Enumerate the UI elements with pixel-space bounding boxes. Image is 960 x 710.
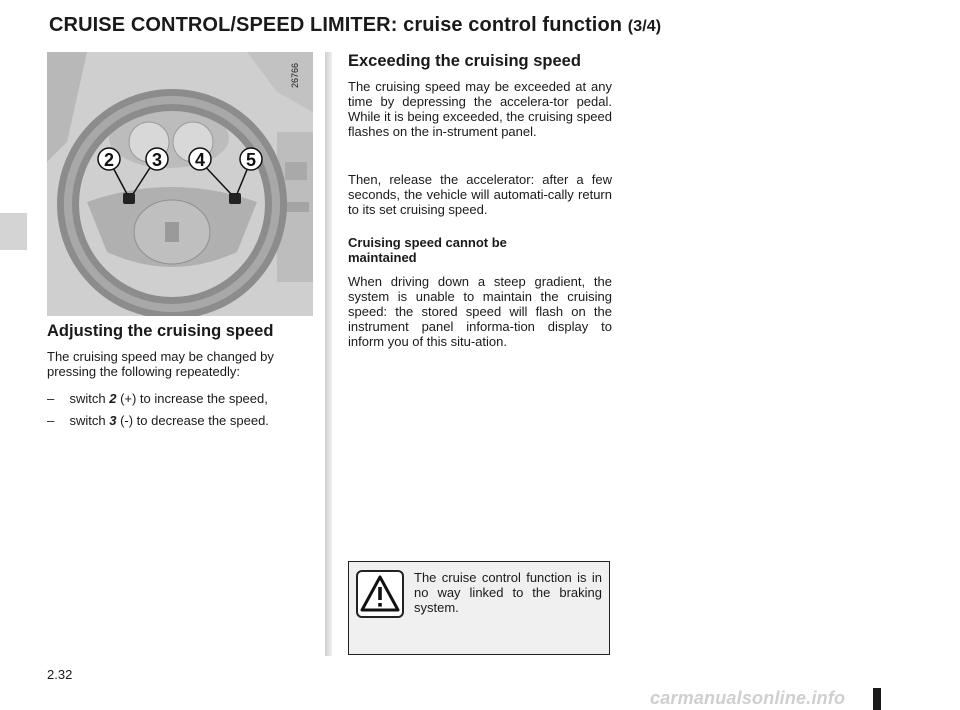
exceeding-paragraph-1: The cruising speed may be exceeded at any time by depressing the accelera-tor pedal. While it is being exceeded, the cruising speed flashes on the in-strument panel. <box>348 79 612 139</box>
callout-5-label: 5 <box>245 150 257 170</box>
list-prefix: switch <box>69 391 110 406</box>
section-tab <box>0 213 27 250</box>
list-dash: – <box>47 413 55 428</box>
warning-triangle-icon <box>356 570 404 618</box>
list-item-decrease <box>47 413 313 428</box>
callout-2-label: 2 <box>103 150 115 170</box>
title-main: CRUISE CONTROL/SPEED LIMITER: cruise control function <box>49 14 623 36</box>
title-suffix: (3/4) <box>627 18 662 35</box>
switch-number: 3 <box>109 413 117 428</box>
column-divider <box>325 52 332 656</box>
list-text: (-) to decrease the speed. <box>116 413 269 428</box>
corner-mark <box>873 688 881 710</box>
callout-3-label: 3 <box>151 150 163 170</box>
adjusting-intro: The cruising speed may be changed by pressing the following repeatedly: <box>47 349 274 379</box>
list-text: (+) to increase the speed, <box>116 391 268 406</box>
exceeding-paragraph-2: Then, release the accelerator: after a few seconds, the vehicle will automati-cally return to its set cruising speed. <box>348 172 612 217</box>
warning-text: The cruise control function is in no way linked to the braking system. <box>414 570 602 615</box>
subheading-cannot-maintain: Cruising speed cannot be maintained <box>348 235 507 265</box>
list-prefix: switch <box>69 413 110 428</box>
page-number: 2.32 <box>47 667 73 682</box>
figure-id: 26766 <box>290 62 300 88</box>
heading-exceeding-speed: Exceeding the cruising speed <box>348 52 581 70</box>
heading-adjusting-speed: Adjusting the cruising speed <box>47 322 274 340</box>
switch-number: 2 <box>109 391 117 406</box>
footer-watermark: carmanualsonline.info <box>650 688 846 708</box>
steering-wheel-drawing <box>47 52 313 316</box>
list-item-increase <box>47 391 313 406</box>
steering-wheel-illustration <box>47 52 313 316</box>
list-dash: – <box>47 391 55 406</box>
callout-4-label: 4 <box>194 150 206 170</box>
cannot-maintain-paragraph: When driving down a steep gradient, the system is unable to maintain the cruising speed: the stored speed will flash on the instrument panel informa-tion display to inform you of this situ-ation. <box>348 274 612 349</box>
page-title <box>49 14 661 37</box>
